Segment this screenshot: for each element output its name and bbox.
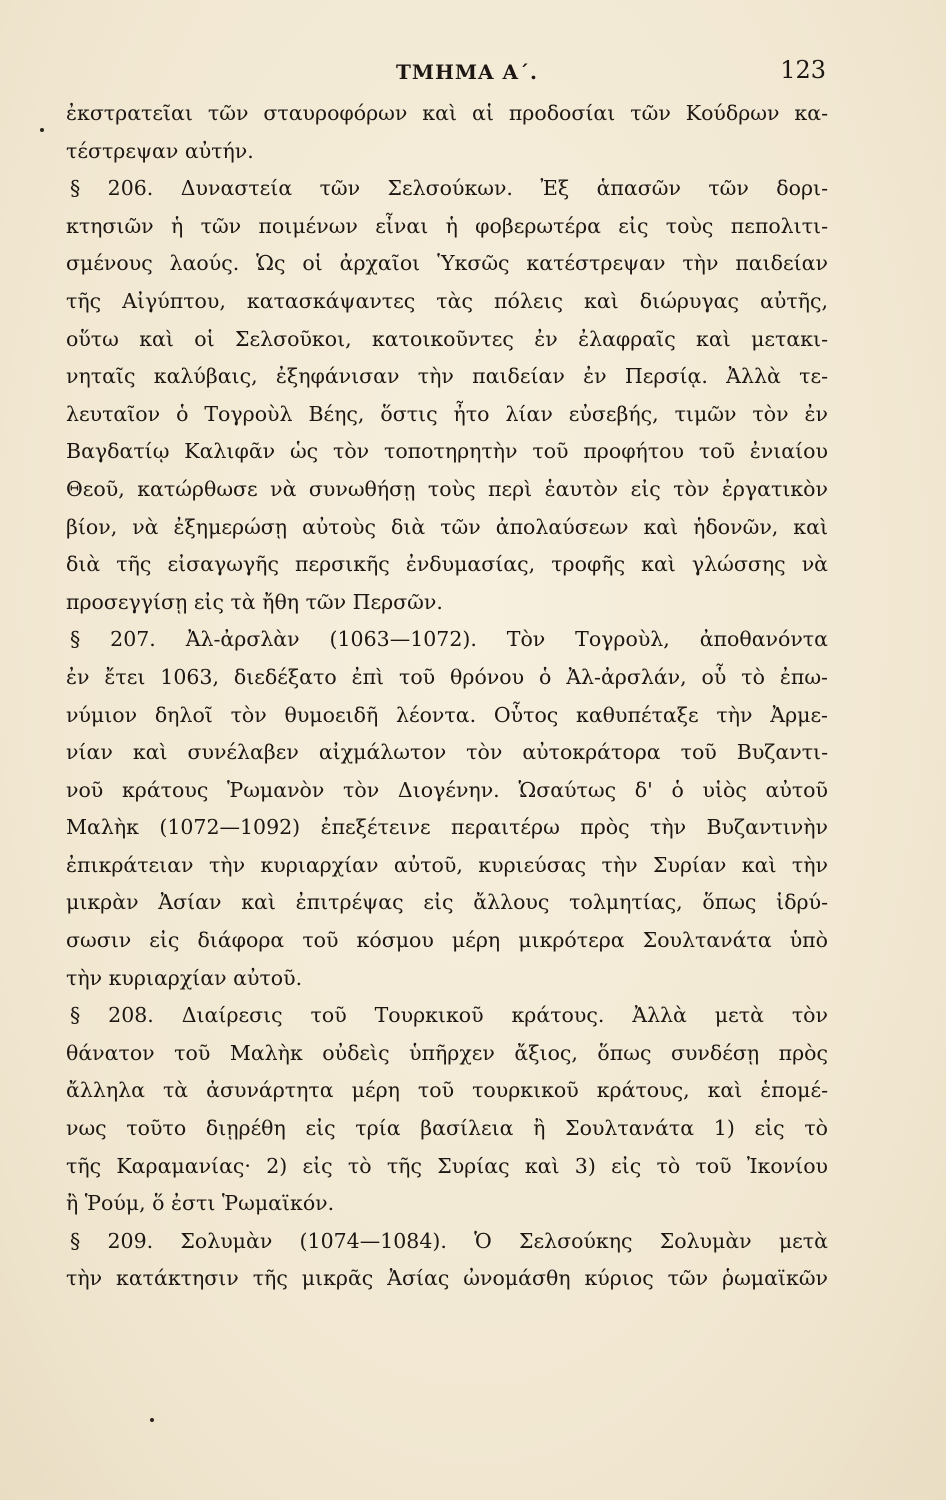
text-line: θάνατον τοῦ Μαλὴκ οὐδεὶς ὑπῆρχεν ἄξιος, ὅπως συνδέσῃ πρὸς — [66, 1040, 828, 1065]
text-line: ἐπικράτειαν τὴν κυριαρχίαν αὐτοῦ, κυριεύσας τὴν Συρίαν καὶ τὴν — [66, 852, 828, 877]
text-line: μικρὰν Ἀσίαν καὶ ἐπιτρέψας εἰς ἄλλους τολμητίας, ὅπως ἱδρύ- — [66, 890, 828, 915]
text-line: κτησιῶν ἡ τῶν ποιμένων εἶναι ἡ φοβερωτέρα εἰς τοὺς πεπολιτι- — [66, 213, 828, 238]
text-line: νηταῖς καλύβαις, ἐξηφάνισαν τὴν παιδείαν ἐν Περσίᾳ. Ἀλλὰ τε- — [66, 364, 828, 389]
text-line: νως τοῦτο διῃρέθη εἰς τρία βασίλεια ἢ Σουλτανάτα 1) εἰς τὸ — [66, 1116, 828, 1141]
text-line: διὰ τῆς εἰσαγωγῆς περσικῆς ἐνδυμασίας, τροφῆς καὶ γλώσσης νὰ — [66, 552, 828, 577]
text-line: νύμιον δηλοῖ τὸν θυμοειδῆ λέοντα. Οὗτος καθυπέταξε τὴν Ἀρμε- — [66, 702, 828, 727]
text-line: νοῦ κράτους Ῥωμανὸν τὸν Διογένην. Ὡσαύτως δ' ὁ υἱὸς αὐτοῦ — [66, 777, 828, 802]
text-line: Θεοῦ, κατώρθωσε νὰ συνωθήσῃ τοὺς περὶ ἑαυτὸν εἰς τὸν ἐργατικὸν — [66, 476, 828, 501]
text-line: Μαλὴκ (1072—1092) ἐπεξέτεινε περαιτέρω πρὸς τὴν Βυζαντινὴν — [66, 815, 828, 840]
text-line: νίαν καὶ συνέλαβεν αἰχμάλωτον τὸν αὐτοκράτορα τοῦ Βυζαντι- — [66, 740, 828, 765]
text-line: ἢ Ῥούμ, ὅ ἐστι Ῥωμαϊκόν. — [66, 1191, 335, 1216]
text-line: προσεγγίσῃ εἰς τὰ ἤθη τῶν Περσῶν. — [66, 589, 443, 614]
page-number: 123 — [780, 56, 826, 84]
text-line: τῆς Καραμανίας· 2) εἰς τὸ τῆς Συρίας καὶ 3) εἰς τὸ τοῦ Ἰκονίου — [66, 1153, 828, 1178]
text-line: ἐν ἔτει 1063, διεδέξατο ἐπὶ τοῦ θρόνου ὁ Ἀλ-ἀρσλάν, οὗ τὸ ἐπω- — [66, 664, 828, 689]
section-heading-line: § 209. Σολυμὰν (1074—1084). Ὁ Σελσούκης Σολυμὰν μετὰ — [70, 1228, 828, 1253]
ink-speck — [150, 1418, 154, 1422]
text-line: σμένους λαούς. Ὡς οἱ ἀρχαῖοι Ὑκσῶς κατέστρεψαν τὴν παιδείαν — [66, 251, 828, 276]
text-line: τῆς Αἰγύπτου, κατασκάψαντες τὰς πόλεις καὶ διώρυγας αὐτῆς, — [66, 288, 828, 313]
section-heading-line: § 206. Δυναστεία τῶν Σελσούκων. Ἐξ ἁπασῶν τῶν δορι- — [70, 176, 828, 201]
text-line: Βαγδατίῳ Καλιφᾶν ὡς τὸν τοποτηρητὴν τοῦ προφήτου τοῦ ἐνιαίου — [66, 439, 828, 464]
section-heading-line: § 207. Ἀλ-ἀρσλὰν (1063—1072). Τὸν Τογροὺλ, ἀποθανόντα — [70, 627, 828, 652]
text-line: βίον, νὰ ἐξημερώσῃ αὐτοὺς διὰ τῶν ἀπολαύσεων καὶ ἡδονῶν, καὶ — [66, 514, 828, 539]
text-line: τὴν κυριαρχίαν αὐτοῦ. — [66, 965, 303, 990]
section-heading-line: § 208. Διαίρεσις τοῦ Τουρκικοῦ κράτους. Ἀλλὰ μετὰ τὸν — [70, 1003, 828, 1028]
running-head: ΤΜΗΜΑ Α΄. — [396, 60, 539, 84]
text-line: ἐκστρατεῖαι τῶν σταυροφόρων καὶ αἱ προδοσίαι τῶν Κούδρων κα- — [66, 101, 828, 125]
text-line: λευταῖον ὁ Τογροὺλ Βέης, ὅστις ἦτο λίαν εὐσεβής, τιμῶν τὸν ἐν — [66, 401, 828, 426]
ink-speck — [40, 128, 44, 132]
text-line: σωσιν εἰς διάφορα τοῦ κόσμου μέρη μικρότερα Σουλτανάτα ὑπὸ — [66, 928, 828, 953]
text-line: οὕτω καὶ οἱ Σελσοῦκοι, κατοικοῦντες ἐν ἐλαφραῖς καὶ μετακι- — [66, 326, 828, 351]
text-line: τὴν κατάκτησιν τῆς μικρᾶς Ἀσίας ὠνομάσθη κύριος τῶν ῥωμαϊκῶν — [66, 1266, 828, 1291]
text-line: τέστρεψαν αὐτήν. — [66, 138, 254, 163]
body-text — [66, 95, 828, 1298]
text-line: ἄλληλα τὰ ἀσυνάρτητα μέρη τοῦ τουρκικοῦ κράτους, καὶ ἑπομέ- — [66, 1078, 828, 1103]
page-header — [66, 56, 826, 90]
